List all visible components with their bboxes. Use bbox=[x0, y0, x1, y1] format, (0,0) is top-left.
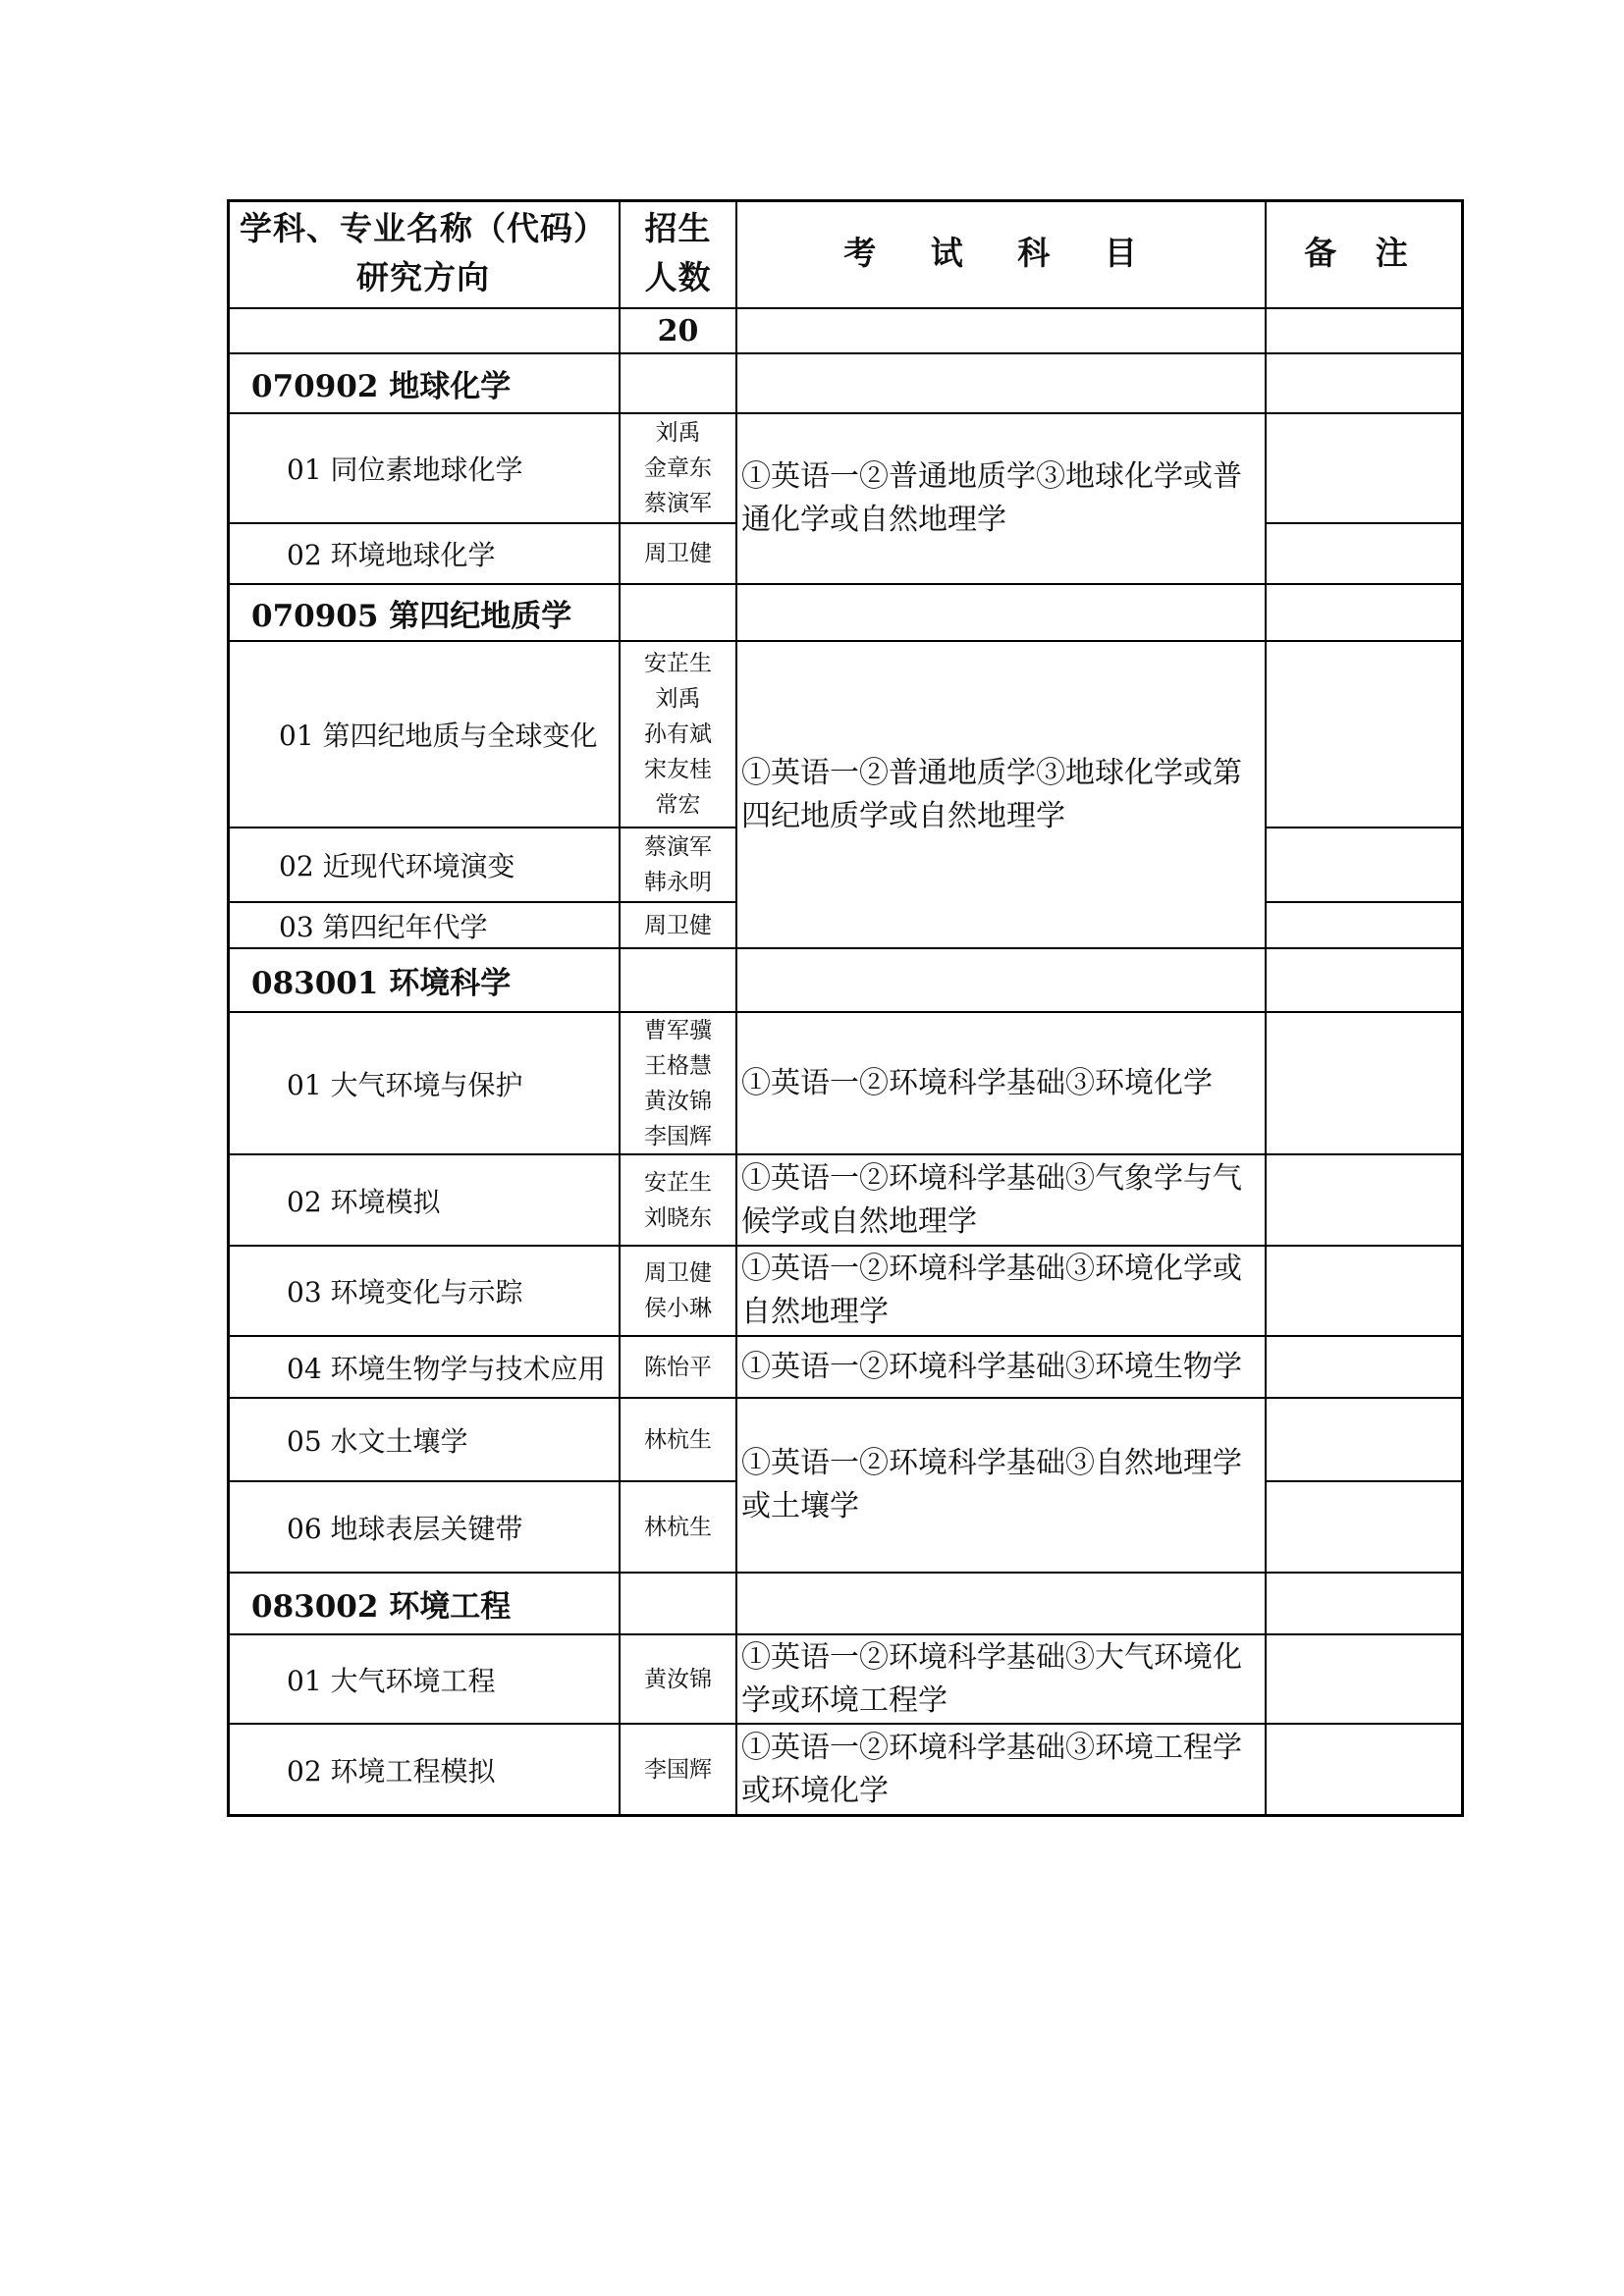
supervisor-name: 李国辉 bbox=[644, 1756, 712, 1783]
supervisor-list bbox=[621, 1247, 735, 1335]
supervisor-list bbox=[621, 524, 735, 583]
supervisor-list bbox=[621, 1635, 735, 1723]
research-direction bbox=[230, 1725, 619, 1814]
supervisor-name: 黄汝锦 bbox=[644, 1666, 712, 1692]
supervisor-list bbox=[621, 1482, 735, 1572]
major-label: 083002 环境工程 bbox=[251, 1589, 512, 1625]
supervisor-list bbox=[621, 1399, 735, 1480]
major-label: 083001 环境科学 bbox=[251, 966, 512, 1001]
research-direction bbox=[230, 1635, 619, 1723]
exam-subjects-text: ①英语一②普通地质学③地球化学或普通化学或自然地理学 bbox=[741, 459, 1242, 537]
research-direction bbox=[230, 524, 619, 583]
header-subject-label: 学科、专业名称（代码） bbox=[240, 209, 607, 247]
direction-label: 02 近现代环境演变 bbox=[279, 850, 515, 882]
table-row-divider bbox=[1265, 522, 1464, 524]
exam-subjects bbox=[737, 1725, 1265, 1814]
header-remarks-label: 备 注 bbox=[1304, 234, 1422, 272]
supervisor-name: 安芷生 bbox=[644, 651, 712, 676]
supervisor-name: 李国辉 bbox=[644, 1123, 712, 1149]
header-remarks bbox=[1267, 199, 1459, 307]
exam-subjects-text: ①英语一②普通地质学③地球化学或第四纪地质学或自然地理学 bbox=[741, 755, 1242, 833]
direction-label: 01 大气环境工程 bbox=[287, 1664, 496, 1697]
direction-label: 03 第四纪年代学 bbox=[279, 910, 488, 943]
supervisor-name: 常宏 bbox=[655, 792, 701, 818]
exam-subjects-text: ①英语一②环境科学基础③环境化学或自然地理学 bbox=[741, 1252, 1242, 1329]
header-enrollment-label-2: 人数 bbox=[644, 258, 712, 296]
supervisor-name: 孙有斌 bbox=[644, 721, 712, 747]
research-direction bbox=[230, 903, 619, 947]
supervisor-list bbox=[621, 903, 735, 947]
header-exam-label: 考 试 科 目 bbox=[843, 234, 1159, 272]
exam-subjects bbox=[737, 1337, 1265, 1397]
supervisor-list bbox=[621, 1337, 735, 1397]
major-heading bbox=[230, 585, 619, 640]
header-enrollment bbox=[621, 199, 735, 307]
direction-label: 01 第四纪地质与全球变化 bbox=[279, 720, 598, 752]
supervisor-list bbox=[621, 1725, 735, 1814]
supervisor-name: 王格慧 bbox=[644, 1052, 712, 1079]
exam-subjects-text: ①英语一②环境科学基础③环境工程学或环境化学 bbox=[741, 1730, 1242, 1808]
supervisor-name: 蔡演军 bbox=[644, 491, 712, 516]
header-direction-label: 研究方向 bbox=[356, 258, 490, 296]
table-row-divider bbox=[1265, 1480, 1464, 1482]
exam-subjects bbox=[737, 414, 1265, 583]
supervisor-list bbox=[621, 414, 735, 522]
table-row-divider bbox=[227, 307, 1464, 309]
supervisor-list bbox=[621, 1013, 735, 1153]
supervisor-name: 蔡演军 bbox=[644, 834, 712, 860]
research-direction bbox=[230, 1247, 619, 1335]
table-row-divider bbox=[227, 1814, 1464, 1817]
total-enrollment bbox=[621, 309, 735, 352]
supervisor-name: 曹军骥 bbox=[644, 1017, 712, 1043]
research-direction bbox=[230, 1482, 619, 1572]
direction-label: 02 环境地球化学 bbox=[287, 539, 496, 571]
research-direction bbox=[230, 1013, 619, 1153]
supervisor-name: 侯小琳 bbox=[644, 1296, 712, 1321]
exam-subjects-text: ①英语一②环境科学基础③环境化学 bbox=[741, 1065, 1213, 1100]
header-subject-direction bbox=[228, 199, 619, 307]
direction-label: 01 同位素地球化学 bbox=[287, 454, 523, 486]
supervisor-name: 周卫健 bbox=[644, 912, 712, 938]
supervisor-name: 林杭生 bbox=[644, 1426, 712, 1453]
supervisor-name: 金章东 bbox=[644, 455, 712, 481]
exam-subjects-text: ①英语一②环境科学基础③气象学与气候学或自然地理学 bbox=[741, 1160, 1242, 1239]
table-row-divider bbox=[1265, 827, 1464, 828]
supervisor-name: 刘禹 bbox=[655, 420, 701, 446]
major-label: 070905 第四纪地质学 bbox=[251, 598, 572, 634]
supervisor-name: 周卫健 bbox=[644, 1260, 712, 1286]
exam-subjects bbox=[737, 1155, 1265, 1245]
exam-subjects-text: ①英语一②环境科学基础③自然地理学或土壤学 bbox=[741, 1446, 1242, 1523]
exam-subjects bbox=[737, 1635, 1265, 1723]
table-row-divider bbox=[1265, 901, 1464, 903]
supervisor-name: 林杭生 bbox=[644, 1514, 712, 1540]
supervisor-name: 周卫健 bbox=[644, 541, 712, 566]
supervisor-name: 宋友桂 bbox=[644, 757, 712, 782]
research-direction bbox=[230, 414, 619, 522]
direction-label: 06 地球表层关键带 bbox=[287, 1512, 523, 1545]
supervisor-list bbox=[621, 828, 735, 901]
exam-subjects bbox=[737, 1247, 1265, 1335]
supervisor-name: 韩永明 bbox=[644, 870, 712, 895]
exam-subjects bbox=[737, 1399, 1265, 1572]
research-direction bbox=[230, 1399, 619, 1480]
header-exam-subjects bbox=[737, 199, 1265, 307]
supervisor-list bbox=[621, 642, 735, 827]
supervisor-name: 陈怡平 bbox=[644, 1354, 712, 1380]
supervisor-list bbox=[621, 1155, 735, 1245]
exam-subjects bbox=[737, 642, 1265, 947]
exam-subjects-text: ①英语一②环境科学基础③大气环境化学或环境工程学 bbox=[741, 1639, 1242, 1718]
major-label: 070902 地球化学 bbox=[251, 369, 512, 404]
major-heading bbox=[230, 354, 619, 412]
direction-label: 05 水文土壤学 bbox=[287, 1424, 468, 1458]
direction-label: 01 大气环境与保护 bbox=[287, 1068, 523, 1101]
direction-label: 02 环境模拟 bbox=[287, 1185, 441, 1218]
direction-label: 04 环境生物学与技术应用 bbox=[287, 1352, 606, 1385]
exam-subjects bbox=[737, 1013, 1265, 1153]
table-column-divider bbox=[1265, 199, 1267, 1817]
total-enrollment-value: 20 bbox=[657, 313, 699, 348]
supervisor-name: 安芷生 bbox=[644, 1169, 712, 1196]
major-heading bbox=[230, 949, 619, 1011]
supervisor-name: 刘晓东 bbox=[644, 1204, 712, 1231]
supervisor-name: 黄汝锦 bbox=[644, 1088, 712, 1114]
supervisor-name: 刘禹 bbox=[655, 686, 701, 712]
research-direction bbox=[230, 1155, 619, 1245]
research-direction bbox=[230, 642, 619, 827]
major-heading bbox=[230, 1574, 619, 1633]
research-direction bbox=[230, 828, 619, 901]
header-enrollment-label-1: 招生 bbox=[644, 209, 712, 247]
exam-subjects-text: ①英语一②环境科学基础③环境生物学 bbox=[741, 1349, 1242, 1384]
table-column-divider bbox=[1461, 199, 1464, 1817]
direction-label: 03 环境变化与示踪 bbox=[287, 1276, 523, 1308]
direction-label: 02 环境工程模拟 bbox=[287, 1754, 496, 1788]
research-direction bbox=[230, 1337, 619, 1397]
